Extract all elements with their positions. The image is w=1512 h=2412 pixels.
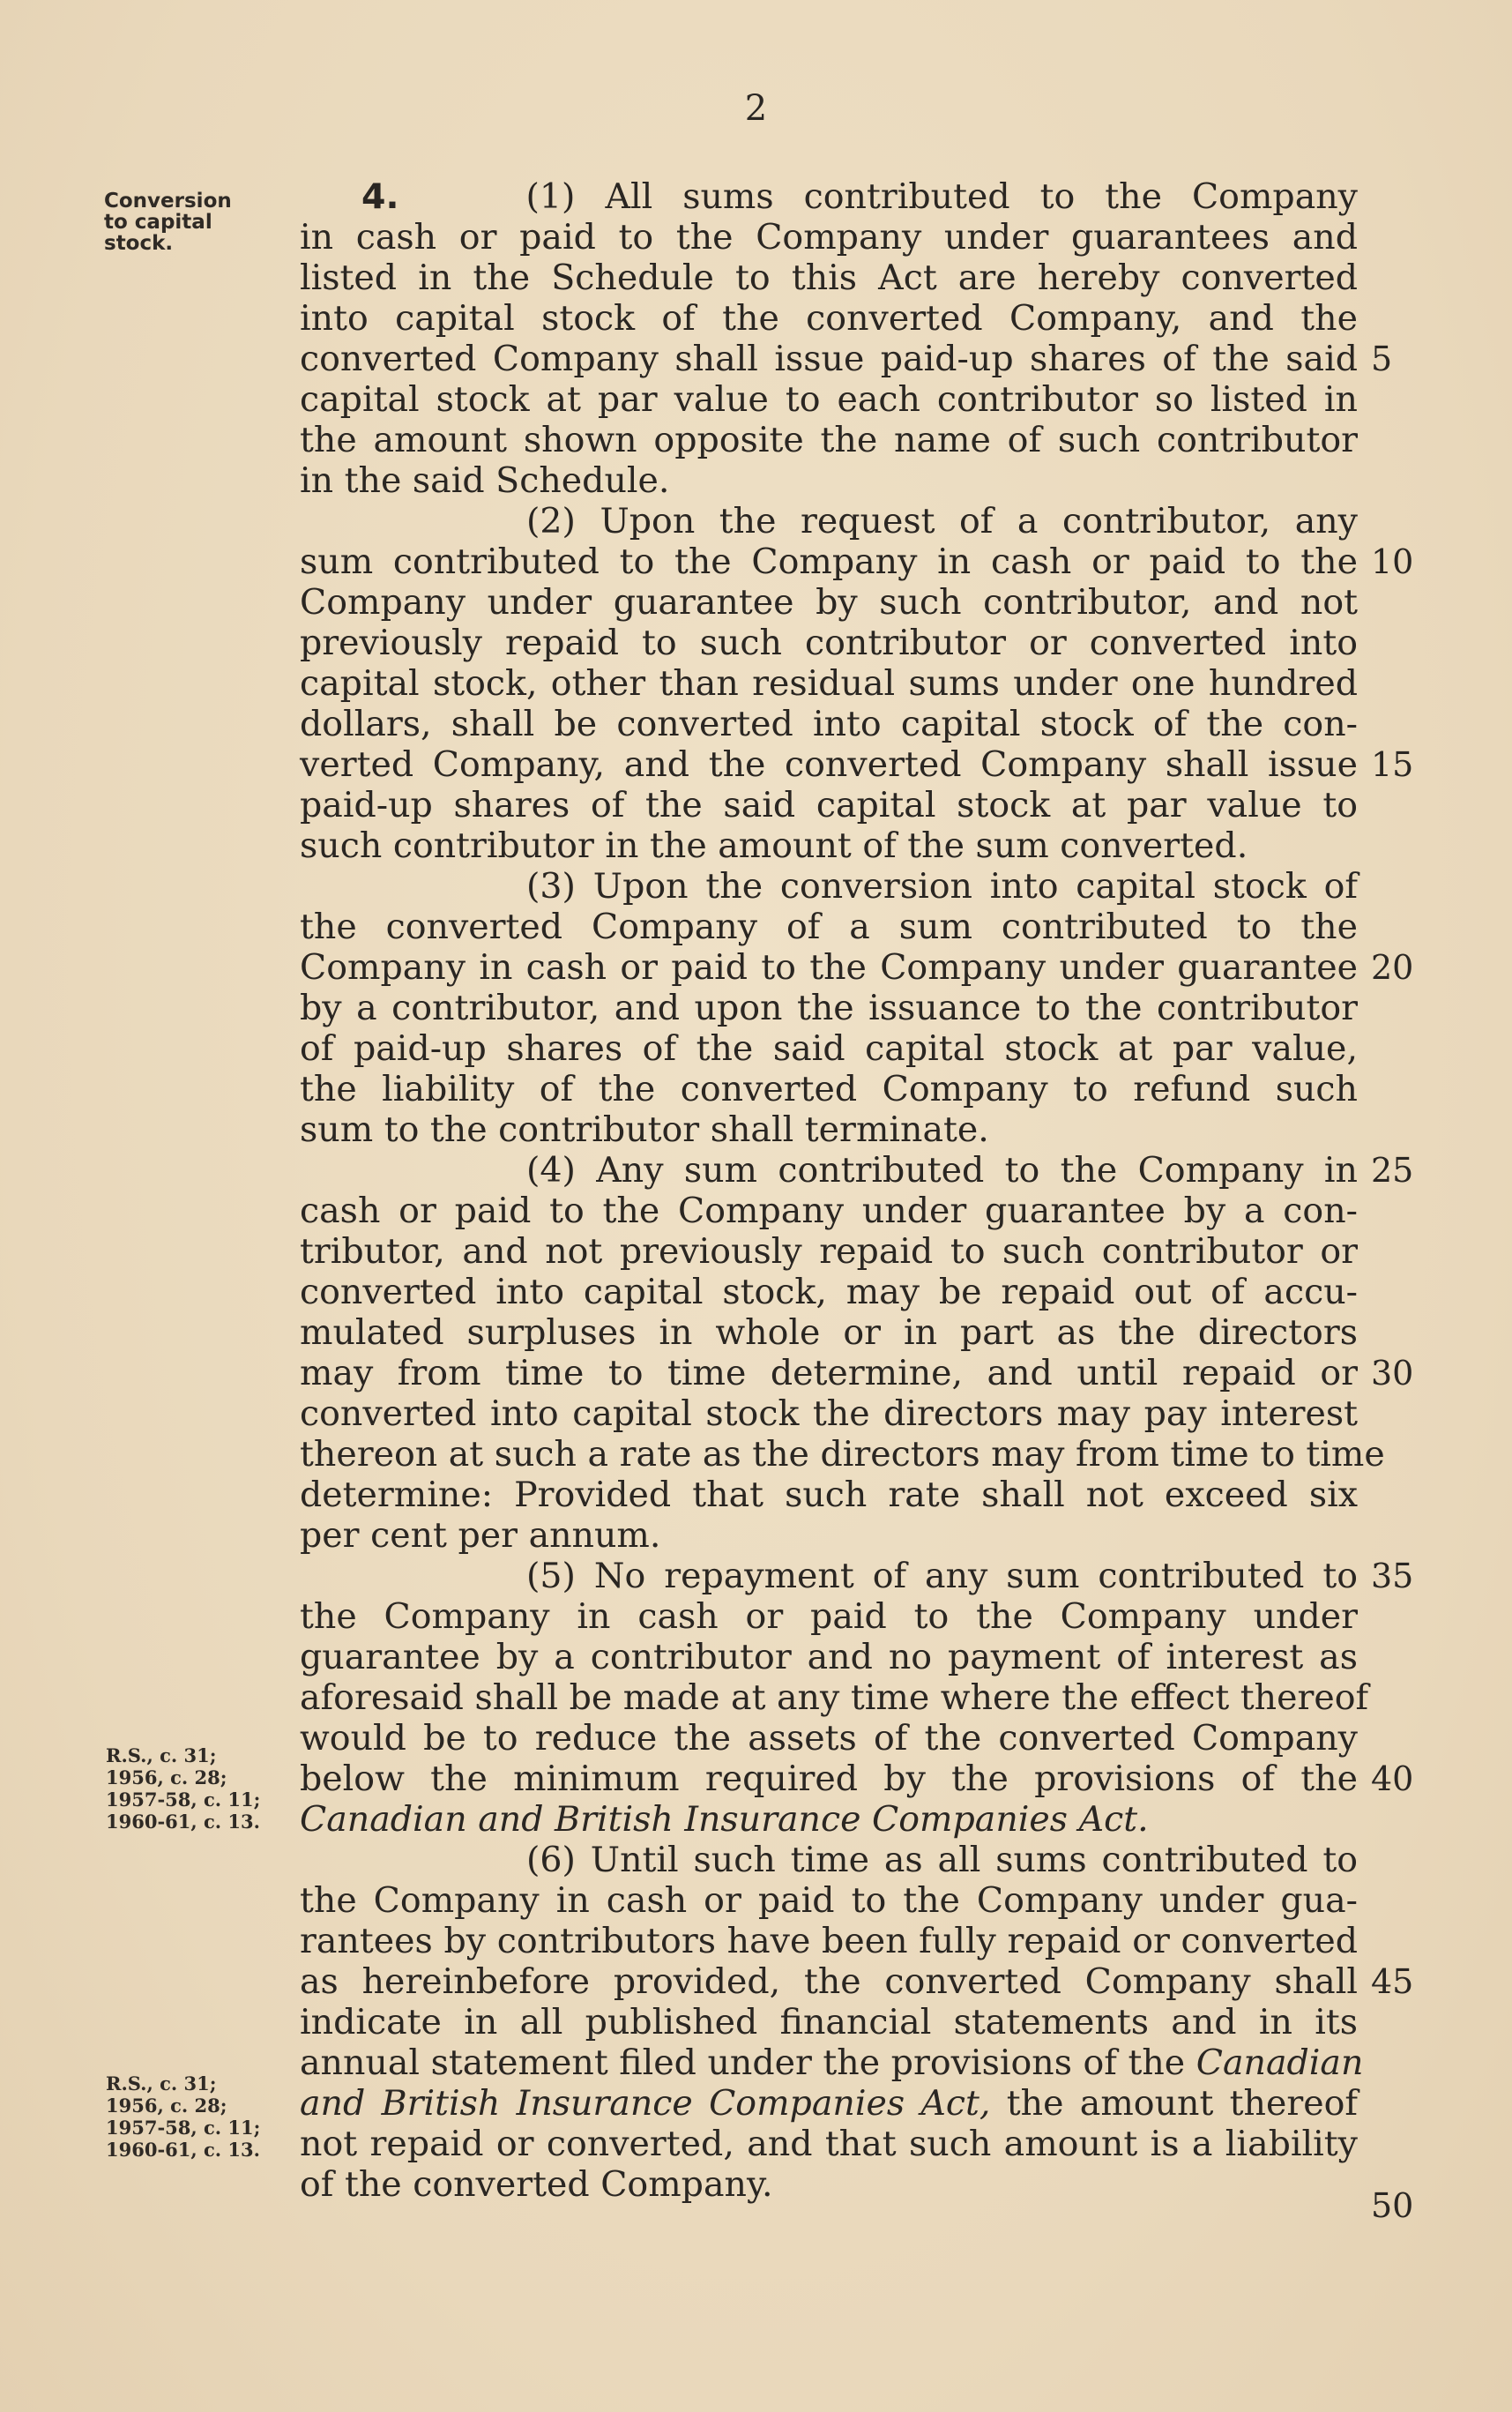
text-line: Company in cash or paid to the Company under guarantee bbox=[300, 947, 1358, 988]
text-line: the liability of the converted Company to refund such bbox=[300, 1069, 1358, 1109]
citation-line: 1957-58, c. 11; bbox=[106, 1788, 261, 1811]
text-line bbox=[361, 176, 1358, 217]
text-line: cash or paid to the Company under guarantee by a con- bbox=[300, 1191, 1358, 1231]
section-label: 4. bbox=[361, 176, 399, 217]
text-line: of the converted Company. bbox=[300, 2164, 773, 2205]
text-line: per cent per annum. bbox=[300, 1515, 661, 1556]
text-line: not repaid or converted, and that such amount is a liability bbox=[300, 2124, 1358, 2164]
margin-note-line: stock. bbox=[104, 232, 174, 255]
text-line: capital stock, other than residual sums under one hundred bbox=[300, 663, 1358, 704]
text-line: such contributor in the amount of the sum converted. bbox=[300, 825, 1248, 866]
line-text: (1) All sums contributed to the Company bbox=[525, 176, 1358, 217]
text-line: of paid-up shares of the said capital stock at par value, bbox=[300, 1028, 1358, 1069]
text-line: Company under guarantee by such contributor, and not bbox=[300, 582, 1358, 623]
text-line bbox=[300, 2083, 1358, 2124]
text-line: listed in the Schedule to this Act are hereby converted bbox=[300, 258, 1358, 298]
text-line: tributor, and not previously repaid to such contributor or bbox=[300, 1231, 1358, 1272]
text-line: the amount shown opposite the name of such contributor bbox=[300, 420, 1358, 460]
text-line: in cash or paid to the Company under guarantees and bbox=[300, 217, 1358, 258]
text-line: sum contributed to the Company in cash or paid to the bbox=[300, 541, 1358, 582]
line-text: the amount thereof bbox=[1006, 2083, 1358, 2124]
line-number: 35 bbox=[1371, 1557, 1414, 1595]
text-line: paid-up shares of the said capital stock at par value to bbox=[300, 785, 1358, 825]
text-line: capital stock at par value to each contributor so listed in bbox=[300, 379, 1358, 420]
text-line: converted Company shall issue paid-up shares of the said bbox=[300, 339, 1358, 379]
citation-line: 1956, c. 28; bbox=[106, 1766, 227, 1788]
text-line: converted into capital stock, may be repaid out of accu- bbox=[300, 1272, 1358, 1312]
line-number: 45 bbox=[1371, 1962, 1414, 2001]
text-line: dollars, shall be converted into capital stock of the con- bbox=[300, 704, 1358, 744]
text-line: determine: Provided that such rate shall not exceed six bbox=[300, 1475, 1358, 1515]
text-line: aforesaid shall be made at any time where the effect thereof bbox=[300, 1677, 1369, 1718]
line-text: annual statement filed under the provisions of the bbox=[300, 2042, 1186, 2083]
text-line: as hereinbefore provided, the converted Company shall bbox=[300, 1961, 1358, 2002]
text-line: the Company in cash or paid to the Company under bbox=[300, 1596, 1358, 1637]
text-line: (3) Upon the conversion into capital stock of bbox=[526, 866, 1358, 907]
text-line: into capital stock of the converted Company, and the bbox=[300, 298, 1358, 339]
citation-line: 1956, c. 28; bbox=[106, 2095, 227, 2117]
citation-line: 1960-61, c. 13. bbox=[106, 2139, 260, 2161]
margin-note-line: Conversion bbox=[104, 190, 232, 213]
text-line: the converted Company of a sum contributed to the bbox=[300, 907, 1358, 947]
italic-act-title: Canadian and British Insurance Companies Act. bbox=[300, 1799, 1149, 1840]
italic-canadian: Canadian bbox=[1195, 2042, 1364, 2083]
text-line: (4) Any sum contributed to the Company in bbox=[526, 1150, 1358, 1191]
text-line: (6) Until such time as all sums contributed to bbox=[526, 1840, 1358, 1880]
text-line: thereon at such a rate as the directors may from time to time bbox=[300, 1434, 1385, 1475]
citation-line: 1957-58, c. 11; bbox=[106, 2117, 261, 2139]
line-number: 40 bbox=[1371, 1759, 1414, 1798]
text-line: previously repaid to such contributor or converted into bbox=[300, 623, 1358, 663]
italic-act-title: and British Insurance Companies Act, bbox=[300, 2083, 991, 2124]
text-line: sum to the contributor shall terminate. bbox=[300, 1109, 989, 1150]
text-line: verted Company, and the converted Company shall issue bbox=[300, 744, 1358, 785]
line-number: 20 bbox=[1371, 948, 1414, 987]
citation-line: 1960-61, c. 13. bbox=[106, 1811, 260, 1833]
text-line: (5) No repayment of any sum contributed to bbox=[526, 1556, 1358, 1596]
text-line: the Company in cash or paid to the Company under gua- bbox=[300, 1880, 1358, 1921]
text-line bbox=[300, 2042, 1364, 2083]
citation-line: R.S., c. 31; bbox=[106, 1744, 217, 1766]
text-line: mulated surpluses in whole or in part as the directors bbox=[300, 1312, 1358, 1353]
text-line: indicate in all published financial statements and in its bbox=[300, 2002, 1358, 2042]
line-number: 10 bbox=[1371, 542, 1414, 581]
text-line: guarantee by a contributor and no payment of interest as bbox=[300, 1637, 1358, 1677]
text-line: rantees by contributors have been fully repaid or converted bbox=[300, 1921, 1358, 1961]
text-line: below the minimum required by the provisions of the bbox=[300, 1759, 1358, 1799]
text-line bbox=[300, 1799, 1358, 1840]
text-line: converted into capital stock the directors may pay interest bbox=[300, 1393, 1358, 1434]
citation-line: R.S., c. 31; bbox=[106, 2072, 217, 2095]
line-number: 5 bbox=[1371, 340, 1393, 378]
page-number: 2 bbox=[744, 88, 768, 129]
text-line: would be to reduce the assets of the converted Company bbox=[300, 1718, 1358, 1759]
line-number: 50 bbox=[1371, 2186, 1414, 2225]
text-line: may from time to time determine, and until repaid or bbox=[300, 1353, 1358, 1393]
margin-note-line: to capital bbox=[104, 211, 212, 234]
text-line: by a contributor, and upon the issuance to the contributor bbox=[300, 988, 1358, 1028]
line-number: 25 bbox=[1371, 1151, 1414, 1190]
text-line: (2) Upon the request of a contributor, any bbox=[526, 501, 1358, 541]
text-line: in the said Schedule. bbox=[300, 460, 670, 501]
line-number: 30 bbox=[1371, 1354, 1414, 1393]
line-number: 15 bbox=[1371, 745, 1414, 784]
